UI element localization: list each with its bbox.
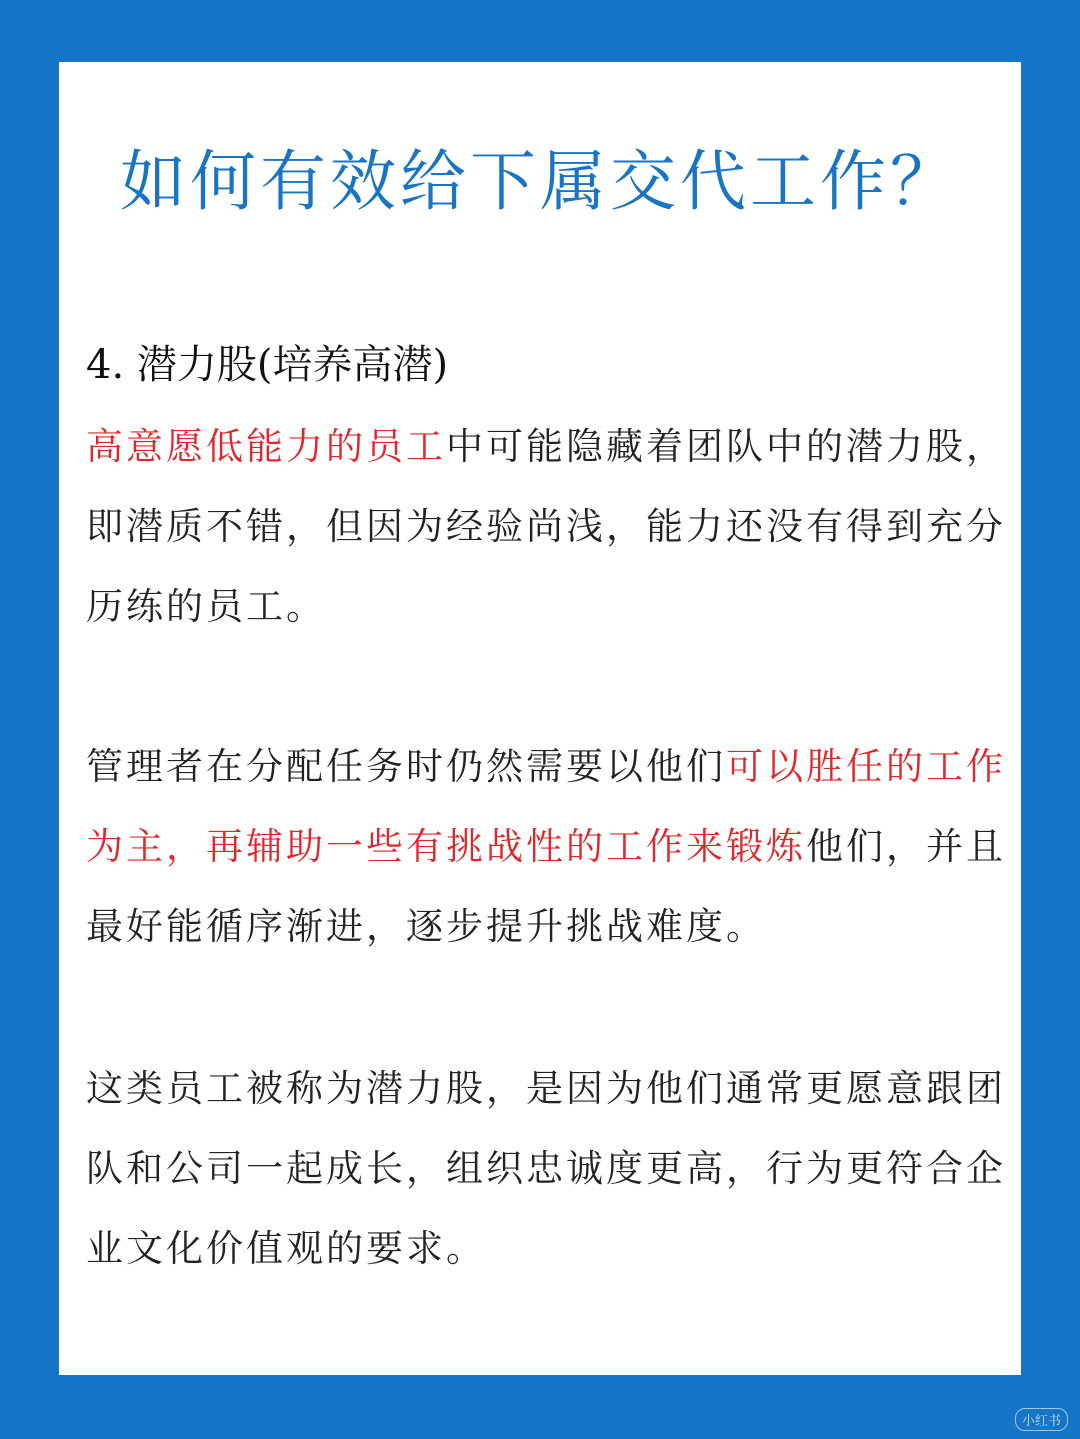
highlight-text: 可以胜任的工作为主，再辅助一些有挑战性的工作来锻炼 [86,745,1006,868]
body-text: 中可能隐藏着团队中的潜力股，即潜质不错，但因为经验尚浅，能力还没有得到充分历练的员工。 [86,425,1006,628]
body-text: 这类员工被称为潜力股，是因为他们通常更愿意跟团队和公司一起成长，组织忠诚度更高，行为更符合企业文化价值观的要求。 [86,1067,1006,1270]
body-text: 他们，并且最好能循序渐进，逐步提升挑战难度。 [86,825,1006,948]
highlight-text: 高意愿低能力的员工 [86,425,446,468]
paragraph-2 [86,727,1026,967]
body-text: 管理者在分配任务时仍然需要以他们 [86,745,726,788]
paragraph-1 [86,407,1026,647]
paragraph-3 [86,1049,1026,1289]
page-title: 如何有效给下属交代工作？ [120,143,960,220]
section-heading: 4. 潜力股(培养高潜) [86,342,449,388]
content-card [59,62,1021,1375]
watermark: 小红书 [1015,1408,1068,1431]
